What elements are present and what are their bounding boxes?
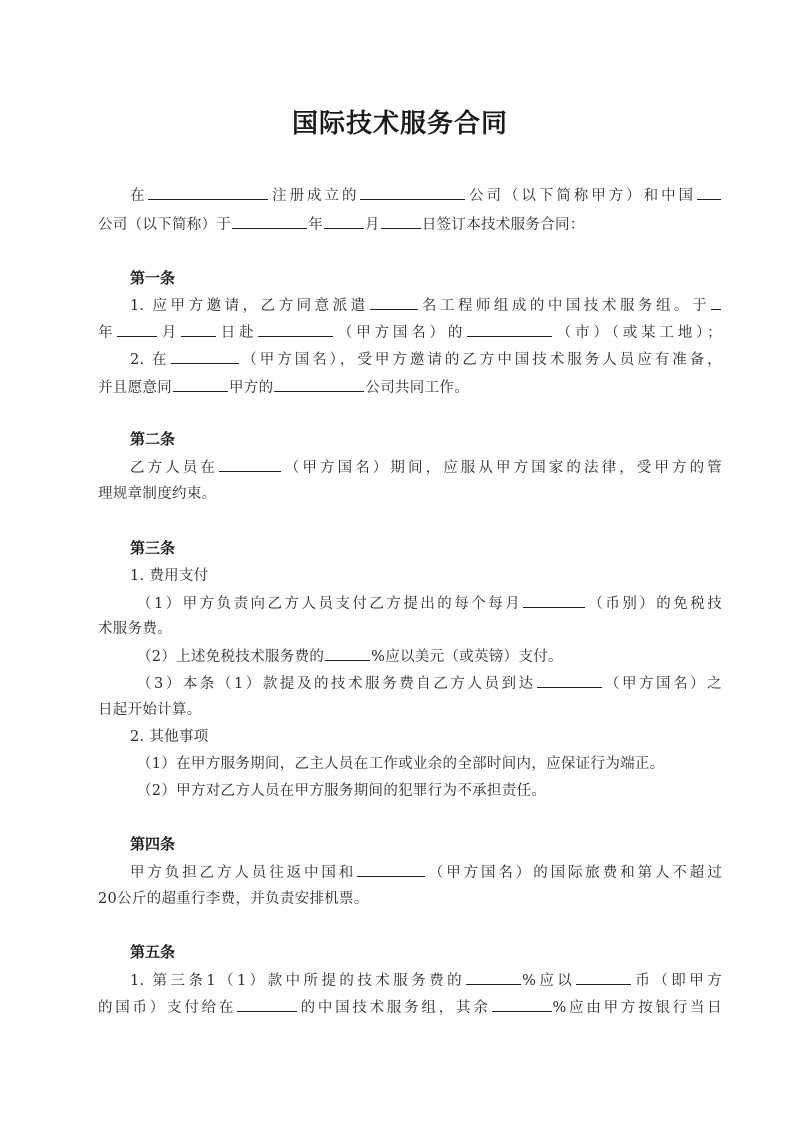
article-3-line-2: （1）甲方负责向乙方人员支付乙方提出的每个每月 （币别）的免税技: [137, 591, 722, 616]
blank-field[interactable]: [237, 995, 297, 1012]
blank-field[interactable]: [274, 375, 364, 392]
blank-field[interactable]: [148, 183, 268, 200]
blank-field[interactable]: [381, 212, 421, 229]
article-1-line-2: 年 月 日赴 （甲方国名）的 （市）（或某工地）；: [98, 320, 722, 345]
blank-field[interactable]: [258, 320, 333, 337]
blank-field[interactable]: [467, 320, 552, 337]
article-1-line-4: 并且愿意同 甲方的 公司共同工作。: [98, 375, 722, 400]
blank-field[interactable]: [360, 183, 465, 200]
blank-field[interactable]: [173, 375, 228, 392]
article-5-heading: 第五条: [130, 943, 176, 961]
blank-field[interactable]: [370, 293, 418, 310]
blank-field[interactable]: [219, 455, 281, 472]
blank-field[interactable]: [576, 968, 631, 985]
blank-field[interactable]: [466, 968, 521, 985]
article-2-heading: 第二条: [130, 430, 176, 448]
blank-field[interactable]: [232, 212, 307, 229]
document-title: 国际技术服务合同: [291, 109, 508, 139]
article-1-line-3: 2. 在 （甲方国名），受甲方邀请的乙方中国技术服务人员应有准备，: [130, 347, 722, 372]
article-3-line-9: （2）甲方对乙方人员在甲方服务期间的犯罪行为不承担责任。: [137, 783, 547, 799]
article-1-heading: 第一条: [130, 269, 176, 287]
blank-field[interactable]: [711, 293, 721, 310]
article-3-line-4: （2）上述免税技术服务费的 %应以美元（或英镑）支付。: [137, 644, 722, 669]
article-3-heading: 第三条: [130, 539, 176, 557]
article-4-line-1: 甲方负担乙方人员往返中国和 （甲方国名）的国际旅费和第人不超过: [130, 860, 722, 885]
blank-field[interactable]: [181, 320, 216, 337]
article-3-line-6: 日起开始计算。: [98, 702, 202, 718]
article-3-line-5: （3）本条（1）款提及的技术服务费自乙方人员到达 （甲方国名）之: [137, 671, 722, 696]
preamble-line-2: 公司（以下简称）于 年 月 日签订本技术服务合同：: [98, 212, 722, 237]
blank-field[interactable]: [492, 995, 552, 1012]
blank-field[interactable]: [523, 591, 585, 608]
article-2-line-1: 乙方人员在 （甲方国名）期间，应服从甲方国家的法律，受甲方的管: [130, 455, 722, 480]
article-4-line-2: 20公斤的超重行李费，并负责安排机票。: [98, 891, 369, 907]
blank-field[interactable]: [697, 183, 721, 200]
article-2-line-2: 理规章制度约束。: [98, 486, 217, 502]
blank-field[interactable]: [537, 671, 602, 688]
article-5-line-1: 1. 第三条1（1）款中所提的技术服务费的 %应以 币（即甲方: [130, 968, 722, 993]
article-5-line-2: 的国币）支付给在 的中国技术服务组，其余 %应由甲方按银行当日: [98, 995, 722, 1020]
blank-field[interactable]: [357, 860, 425, 877]
article-3-line-7: 2. 其他事项: [130, 729, 209, 745]
article-3-line-3: 术服务费。: [98, 621, 172, 637]
blank-field[interactable]: [325, 644, 370, 661]
article-3-line-8: （1）在甲方服务期间，乙主人员在工作或业余的全部时间内，应保证行为端正。: [137, 756, 665, 772]
article-3-line-1: 1. 费用支付: [130, 568, 209, 584]
article-1-line-1: 1. 应甲方邀请，乙方同意派遣 名工程师组成的中国技术服务组。于: [130, 293, 722, 318]
blank-field[interactable]: [171, 347, 239, 364]
blank-field[interactable]: [117, 320, 157, 337]
blank-field[interactable]: [324, 212, 364, 229]
preamble-line-1: 在 注册成立的 公司（以下简称甲方）和中国: [130, 183, 722, 208]
article-4-heading: 第四条: [130, 835, 176, 853]
